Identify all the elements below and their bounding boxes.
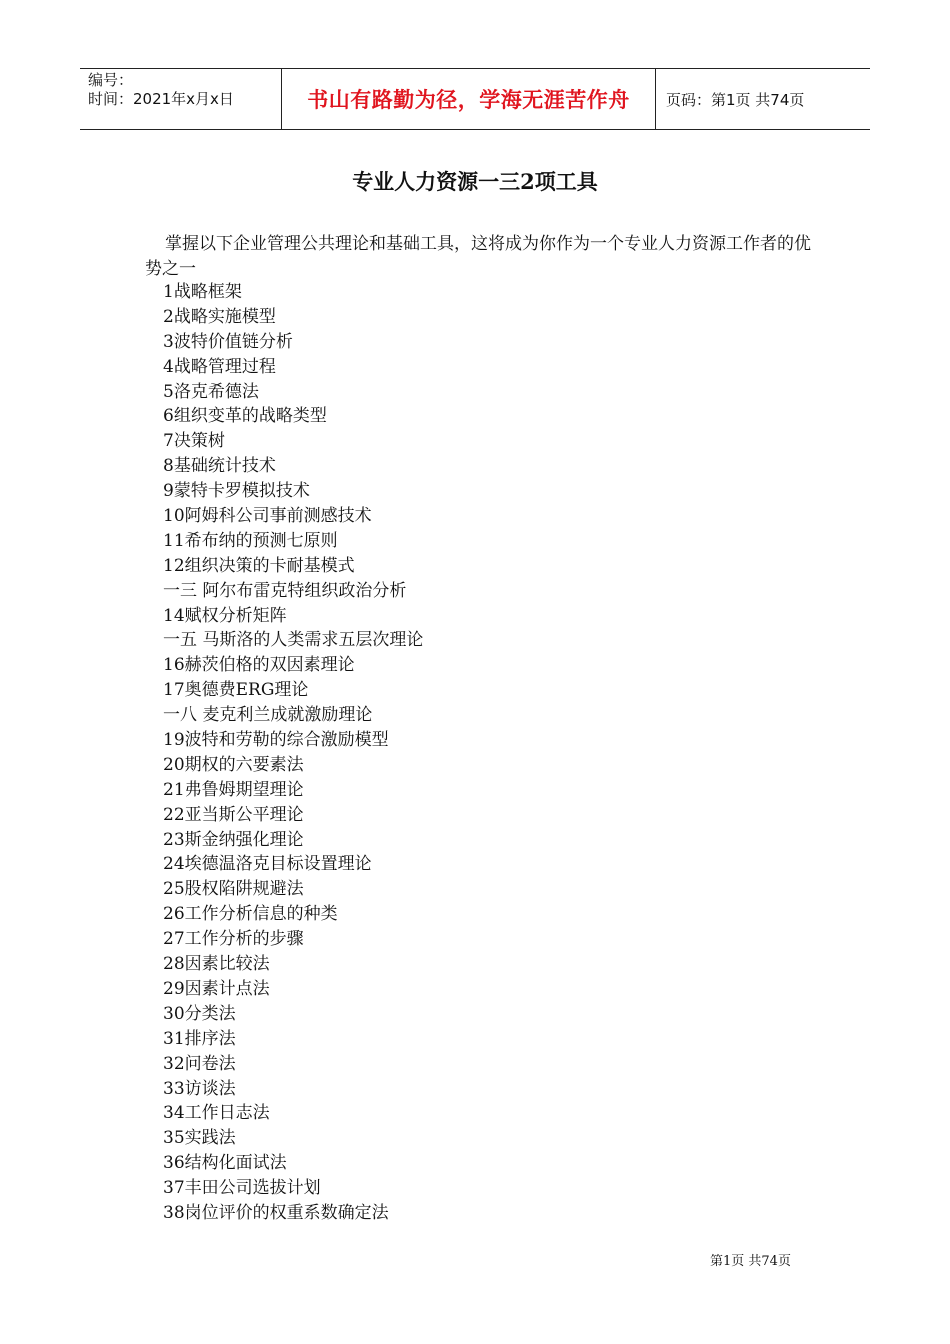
list-item: 一三 阿尔布雷克特组织政治分析 [163, 580, 407, 601]
serial-label: 编号： [88, 71, 134, 89]
list-item: 2战略实施模型 [163, 306, 276, 327]
list-item: 一五 马斯洛的人类需求五层次理论 [163, 630, 424, 651]
list-item: 30分类法 [163, 1003, 236, 1024]
document-title: 专业人力资源一三2项工具 [352, 169, 598, 194]
list-item: 31排序法 [163, 1028, 236, 1049]
list-item: 26工作分析信息的种类 [163, 904, 338, 925]
list-item: 16赫茨伯格的双因素理论 [163, 655, 355, 676]
footer-page-info: 第1页 共74页 [710, 1254, 791, 1269]
intro-paragraph: 掌握以下企业管理公共理论和基础工具，这将成为你作为一个专业人力资源工作者的优势之一 [145, 234, 811, 279]
list-item: 3波特价值链分析 [163, 331, 293, 352]
time-label: 时间：2021年x月x日 [88, 90, 234, 108]
list-item: 19波特和劳勒的综合激励模型 [163, 730, 389, 751]
list-item: 29因素计点法 [163, 978, 270, 999]
list-item: 23斯金纳强化理论 [163, 829, 304, 850]
list-item: 22亚当斯公平理论 [163, 804, 304, 825]
list-item: 21弗鲁姆期望理论 [163, 779, 304, 800]
list-item: 5洛克希德法 [163, 381, 259, 402]
list-item: 35实践法 [163, 1128, 236, 1149]
list-item: 6组织变革的战略类型 [163, 406, 327, 427]
list-item: 一八 麦克利兰成就激励理论 [163, 705, 373, 726]
list-item: 11希布纳的预测七原则 [163, 530, 338, 551]
header-page-info: 页码：第1页 共74页 [666, 90, 805, 109]
list-item: 27工作分析的步骤 [163, 929, 304, 950]
header-meta [80, 69, 282, 129]
list-item: 12组织决策的卡耐基模式 [163, 555, 355, 576]
list-item: 38岗位评价的权重系数确定法 [163, 1202, 389, 1223]
list-item: 7决策树 [163, 431, 225, 452]
list-item: 14赋权分析矩阵 [163, 605, 287, 626]
page-header [80, 68, 870, 130]
list-item: 34工作日志法 [163, 1103, 270, 1124]
list-item: 9蒙特卡罗模拟技术 [163, 481, 310, 502]
list-item: 20期权的六要素法 [163, 754, 304, 775]
list-item: 8基础统计技术 [163, 456, 276, 477]
list-item: 32问卷法 [163, 1053, 236, 1074]
header-motto: 书山有路勤为径，学海无涯苦作舟 [282, 69, 656, 129]
list-item: 25股权陷阱规避法 [163, 879, 304, 900]
list-item: 10阿姆科公司事前测感技术 [163, 506, 372, 527]
list-item: 17奥德费ERG理论 [163, 680, 309, 701]
list-item: 4战略管理过程 [163, 356, 276, 377]
list-item: 1战略框架 [163, 282, 242, 302]
list-item: 33访谈法 [163, 1078, 236, 1099]
list-item: 37丰田公司选拔计划 [163, 1178, 321, 1199]
list-item: 36结构化面试法 [163, 1153, 287, 1174]
tool-list [163, 280, 423, 1226]
list-item: 28因素比较法 [163, 954, 270, 975]
list-item: 24埃德温洛克目标设置理论 [163, 854, 372, 875]
